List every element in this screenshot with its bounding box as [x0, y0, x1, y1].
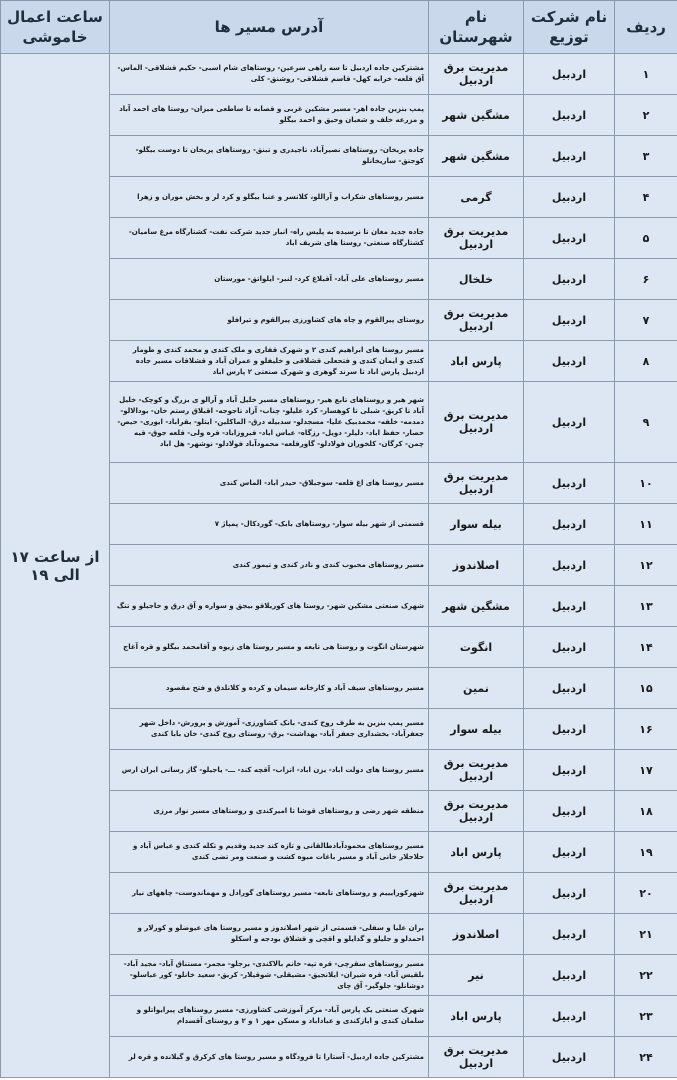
distribution-company: اردبیل: [524, 136, 615, 177]
city-name: پارس اباد: [429, 341, 524, 382]
distribution-company: اردبیل: [524, 996, 615, 1037]
distribution-company: اردبیل: [524, 463, 615, 504]
route-address: پمپ بنزین جاده اهر- مسیر مشکین غربی و قصابه تا ساطعی میزان- روستا های احمد آباد و مزرعه خلف و شعبان وحیق و احمد بیگلو: [110, 95, 429, 136]
route-address: مسیر روستاهای سیف آباد و کارخانه سیمان و کرده و کلانلدق و فتح مقصود: [110, 668, 429, 709]
distribution-company: اردبیل: [524, 54, 615, 95]
distribution-company: اردبیل: [524, 914, 615, 955]
city-name: خلخال: [429, 259, 524, 300]
distribution-company: اردبیل: [524, 259, 615, 300]
distribution-company: اردبیل: [524, 177, 615, 218]
route-address: مشترکین جاده اردبیل تا سه راهی سرعین- روستاهای شام اسبی- حکیم قشلاقی- الماس- آق قلعه- خرابه کهل- قاسم قشلاقی- روشنق- کلی: [110, 54, 429, 95]
city-name: مدیریت برق اردبیل: [429, 750, 524, 791]
distribution-company: اردبیل: [524, 300, 615, 341]
row-number: ۲۲: [615, 955, 677, 996]
city-name: پارس اباد: [429, 996, 524, 1037]
distribution-company: اردبیل: [524, 955, 615, 996]
row-number: ۵: [615, 218, 677, 259]
row-number: ۱۲: [615, 545, 677, 586]
city-name: مشگین شهر: [429, 95, 524, 136]
city-name: پارس اباد: [429, 832, 524, 873]
distribution-company: اردبیل: [524, 832, 615, 873]
distribution-company: اردبیل: [524, 382, 615, 463]
route-address: منطقه شهر رضی و روستاهای قوشا تا امیرکندی و روستاهای مسیر نوار مرزی: [110, 791, 429, 832]
row-number: ۲۰: [615, 873, 677, 914]
city-name: مدیریت برق اردبیل: [429, 218, 524, 259]
distribution-company: اردبیل: [524, 873, 615, 914]
distribution-company: اردبیل: [524, 218, 615, 259]
city-name: مدیریت برق اردبیل: [429, 54, 524, 95]
route-address: روستای پیرالقوم و چاه های کشاورزی پیرالقوم و تیرافلو: [110, 300, 429, 341]
route-address: جاده جدید مغان تا نرسیده به پلیس راه- انبار جدید شرکت نفت- کشتارگاه مرغ سامیان- کشتارگاه صنعتی- روستا های شریف اباد: [110, 218, 429, 259]
route-address: مسیر روستاهای سقرچی- قره تپه- خانم بالاکندی- برجلو- مجمر- مستناق آباد- مجید آباد- بلقیس آباد- قره شیران- ایلانجیق- مشیقلی- شوقیلار- کریق- سعید خانلو- کور عباسلو- دوشانلو- جلوگیر- آق چای: [110, 955, 429, 996]
row-number: ۱۵: [615, 668, 677, 709]
row-number: ۱۴: [615, 627, 677, 668]
distribution-company: اردبیل: [524, 504, 615, 545]
row-number: ۱۶: [615, 709, 677, 750]
distribution-company: اردبیل: [524, 627, 615, 668]
route-address: شهر هیر و روستاهای تابع هیر- روستاهای مسیر خلیل آباد و آرالو ی بزرگ و کوچک- خلیل آباد تا کریق- شبلی تا کوهسار- کرد علیلو- چناب- آزاد تاجوجه- اقبلاق رستم خان- بودالالو- دمدمه- خلفه- محمدبیک علیا- مسجدلو- سدبیله درق- الماکلین- ایتلو- بقراباد- ایوری- حیص- حصار- حفظ اباد- دلیلر- دویل- رزگاه- عباس اباد- فیروزاباد- قره ولی- قلعه جوق- قیه چمن- کرگان- کلخوران فولادلو- گاورقلعه- محمودآباد فولادلو- نوشهر- هل اباد: [110, 382, 429, 463]
distribution-company: اردبیل: [524, 668, 615, 709]
row-number: ۱: [615, 54, 677, 95]
row-number: ۷: [615, 300, 677, 341]
city-name: اصلاندوز: [429, 914, 524, 955]
row-number: ۹: [615, 382, 677, 463]
row-number: ۲۱: [615, 914, 677, 955]
route-address: مسیر روستاهای محمودآبادطالقانی و تازه کند جدید وقدیم و تکله کندی و عباس آباد و حلاجلار خانی آباد و مسیر باغات میوه کشت و صنعت ومر تضی کندی: [110, 832, 429, 873]
row-number: ۸: [615, 341, 677, 382]
route-address: مسیر روستاهای محبوب کندی و نادر کندی و تیمور کندی: [110, 545, 429, 586]
route-address: شهرستان انگوت و روستا هی تابعه و مسیر روستا های زیوه و آقامحمد بیگلو و قره آغاج: [110, 627, 429, 668]
header-radif: ردیف: [615, 1, 677, 54]
city-name: مدیریت برق اردبیل: [429, 791, 524, 832]
row-number: ۱۷: [615, 750, 677, 791]
row-number: ۱۹: [615, 832, 677, 873]
row-number: ۱۳: [615, 586, 677, 627]
distribution-company: اردبیل: [524, 341, 615, 382]
route-address: مسیر روستاهای شکراب و آراللو، کلانسر و عنبا بیگلو و کرد لر و بخش موران و زهرا: [110, 177, 429, 218]
distribution-company: اردبیل: [524, 586, 615, 627]
route-address: مسیر روستا های دولت اباد- یزن اباد- انزاب- آقچه کند- ـــ- یاجیلو- گاز رسانی ایران ارس: [110, 750, 429, 791]
city-name: نمین: [429, 668, 524, 709]
route-address: مشترکین جاده اردبیل- آستارا تا فرودگاه و مسیر روستا های کرکرق و گیلانده و قره لر: [110, 1037, 429, 1078]
route-address: شهرک صنعتی یک پارس آباد- مرکز آموزشی کشاورزی- مسیر روستاهای پیرایواتلو و سلمان کندی و ایازکندی و عباداباد و مسکن مهر ۱ و ۲ و روستای آقسدام: [110, 996, 429, 1037]
city-name: مدیریت برق اردبیل: [429, 463, 524, 504]
route-address: مسیر پمپ بنزین به طرف روح کندی- بانک کشاورزی- آموزش و پرورش- داخل شهر جعفرآباد- بخشداری جعفر آباد- بهداشت- برق- روستای روح کندی- خان بابا کندی: [110, 709, 429, 750]
city-name: اصلاندوز: [429, 545, 524, 586]
route-address: شهرکورایییم و روستاهای تابعه- مسیر روستاهای گورادل و مهماندوست- چاههای نیار: [110, 873, 429, 914]
route-address: شهرک صنعتی مشکین شهر- روستا های کوریلاقو بیجق و سواره و آق درق و حاجیلو و تنگ: [110, 586, 429, 627]
table-header-row: [1, 1, 677, 54]
distribution-company: اردبیل: [524, 791, 615, 832]
route-address: بران علیا و سفلی- قسمتی از شهر اصلاندوز و مسیر روستا های عیوضلو و کورلار و احمدلو و جلیلو و گدایلو و اقچی و قشلاق بودجه و اسکلو: [110, 914, 429, 955]
city-name: مدیریت برق اردبیل: [429, 382, 524, 463]
city-name: انگوت: [429, 627, 524, 668]
distribution-company: اردبیل: [524, 95, 615, 136]
table-row: [1, 54, 677, 95]
row-number: ۲۳: [615, 996, 677, 1037]
distribution-company: اردبیل: [524, 709, 615, 750]
city-name: گرمی: [429, 177, 524, 218]
row-number: ۱۸: [615, 791, 677, 832]
row-number: ۲: [615, 95, 677, 136]
row-number: ۱۱: [615, 504, 677, 545]
route-address: قسمتی از شهر بیله سوار- روستاهای بابک- گوردکال- پمپاژ ۷: [110, 504, 429, 545]
header-time: ساعت اعمال خاموشی: [1, 1, 110, 54]
route-address: مسیر روستا های اغ قلعه- سوجبلاق- حیدر اباد- الماس کندی: [110, 463, 429, 504]
header-city: نام شهرستان: [429, 1, 524, 54]
table-body: [1, 54, 677, 1078]
row-number: ۴: [615, 177, 677, 218]
header-address: آدرس مسیر ها: [110, 1, 429, 54]
route-address: مسیر روستا های ابراهیم کندی ۲ و شهرک قفاری و ملک کندی و محمد کندی و طومار کندی و ایمان کندی و فتحعلی قشلاقی و خلیفلو و عمران آباد و قشلاقات مسیر جاده اردبیل پارس اباد تا سرند گوهری و شهرک صنعتی ۲ پارس اباد: [110, 341, 429, 382]
city-name: مدیریت برق اردبیل: [429, 873, 524, 914]
distribution-company: اردبیل: [524, 545, 615, 586]
row-number: ۲۴: [615, 1037, 677, 1078]
city-name: مدیریت برق اردبیل: [429, 1037, 524, 1078]
blackout-time: از ساعت ۱۷ الی ۱۹: [1, 54, 110, 1078]
route-address: مسیر روستاهای علی آباد- آقبلاغ کرد- لنبر- ایلواتق- مورستان: [110, 259, 429, 300]
city-name: مشگین شهر: [429, 136, 524, 177]
distribution-company: اردبیل: [524, 1037, 615, 1078]
city-name: نیر: [429, 955, 524, 996]
route-address: جاده پریخان- روستاهای نصیرآباد، تاجیدری و تبنق- روستاهای پریخان تا دوست بیگلو- کوجنق- ساریخانلو: [110, 136, 429, 177]
row-number: ۶: [615, 259, 677, 300]
city-name: بیله سوار: [429, 504, 524, 545]
city-name: مشگین شهر: [429, 586, 524, 627]
city-name: بیله سوار: [429, 709, 524, 750]
city-name: مدیریت برق اردبیل: [429, 300, 524, 341]
header-company: نام شرکت توزیع: [524, 1, 615, 54]
row-number: ۳: [615, 136, 677, 177]
distribution-company: اردبیل: [524, 750, 615, 791]
row-number: ۱۰: [615, 463, 677, 504]
